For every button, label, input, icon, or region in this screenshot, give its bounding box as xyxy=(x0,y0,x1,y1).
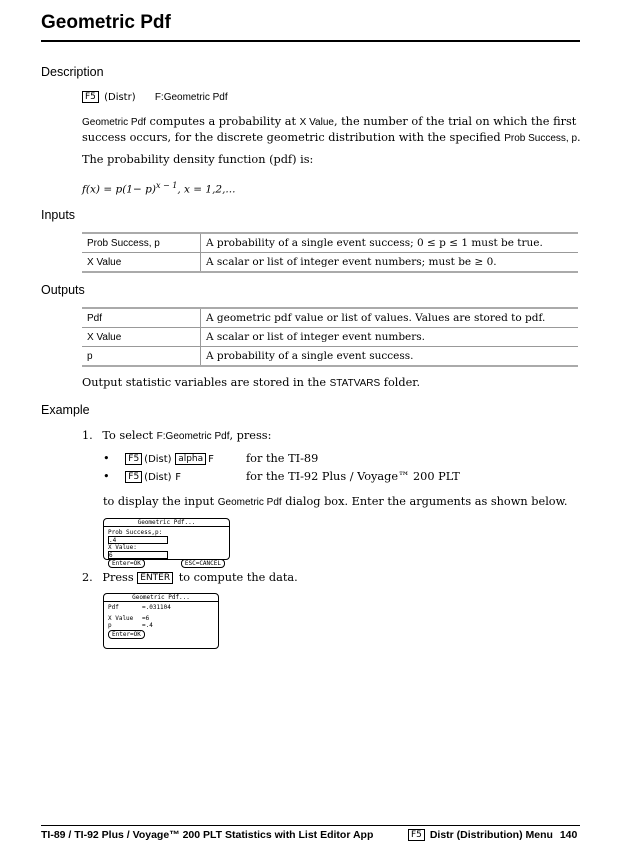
kw-statvars: STATVARS xyxy=(329,378,381,389)
f-key-text: F xyxy=(208,454,214,465)
result-value: =6 xyxy=(142,615,150,622)
footer-menu-name: Distr (Distribution) Menu xyxy=(429,829,553,841)
pdf-formula xyxy=(82,178,235,198)
f5-key: F5 xyxy=(125,453,142,465)
table-row xyxy=(82,233,578,253)
desc-text-c: . xyxy=(577,131,581,144)
step-number: 1. xyxy=(82,429,93,442)
section-example-heading: Example xyxy=(41,403,90,417)
kw-prob-success: Prob Success, p xyxy=(504,133,578,144)
enter-ok-button[interactable]: Enter=OK xyxy=(108,630,145,639)
menu-item: F:Geometric Pdf xyxy=(154,92,228,103)
step-1 xyxy=(82,428,271,444)
output-desc: A scalar or list of integer event numbers. xyxy=(201,328,579,347)
result-value: =.031104 xyxy=(142,604,171,611)
output-name: X Value xyxy=(82,328,201,347)
section-description-heading: Description xyxy=(41,65,104,79)
dialog-row-prob xyxy=(104,527,229,544)
kw-dialog-name: Geometric Pdf xyxy=(217,497,282,508)
output-desc: A probability of a single event success. xyxy=(201,347,579,367)
f5-key: F5 xyxy=(82,91,99,103)
prob-success-field[interactable] xyxy=(108,536,168,544)
bullet-ti92 xyxy=(103,470,181,483)
outputs-note-b: folder. xyxy=(380,376,421,389)
desc-text-a: computes a probability at xyxy=(145,115,300,128)
desc-text-b: , the number of the trial on which the first success occurs, for the discrete geometric distribution with the specified xyxy=(82,115,577,144)
table-row xyxy=(82,347,578,367)
dist-text: (Dist) xyxy=(144,454,172,465)
step2-text-a: Press xyxy=(102,571,134,584)
outputs-note-a: Output statistic variables are stored in the xyxy=(82,376,330,389)
input-desc: A scalar or list of integer event numbers; must be ≥ 0. xyxy=(201,253,579,273)
title-rule xyxy=(41,40,580,42)
result-title: Geometric Pdf... xyxy=(104,594,218,602)
input-name: X Value xyxy=(82,253,201,273)
display-text-a: to display the input xyxy=(103,495,218,508)
dist-text: (Dist) xyxy=(144,472,172,483)
table-row xyxy=(82,328,578,347)
calculator-dialog-screen xyxy=(103,518,230,567)
formula-exponent: x − 1 xyxy=(155,181,178,190)
menu-path xyxy=(82,90,228,105)
f-key-text: F xyxy=(175,472,181,483)
table-row xyxy=(82,253,578,273)
menu-path-distr: (Distr) xyxy=(104,92,136,103)
footer-left: TI-89 / TI-92 Plus / Voyage™ 200 PLT Statistics with List Editor App xyxy=(41,829,374,841)
dialog-label: Prob Success,p: xyxy=(108,529,163,536)
x-value-field[interactable] xyxy=(108,551,168,559)
result-row-x xyxy=(104,611,218,622)
footer-rule xyxy=(41,825,580,826)
output-name: Pdf xyxy=(82,308,201,328)
formula-tail: , x = 1,2,... xyxy=(177,183,236,196)
calculator-result-screen xyxy=(103,593,219,649)
section-outputs-heading: Outputs xyxy=(41,283,85,297)
inputs-table xyxy=(82,232,578,273)
bullet-ti89-target: for the TI-89 xyxy=(246,452,319,465)
bullet-dot: • xyxy=(103,452,110,465)
page-title: Geometric Pdf xyxy=(41,12,171,33)
bullet-dot: • xyxy=(103,470,110,483)
kw-geometric-pdf: Geometric Pdf xyxy=(82,117,146,128)
field-value: 6 xyxy=(109,552,113,559)
result-buttons xyxy=(104,629,218,640)
formula-main: f(x) = p(1− p) xyxy=(82,183,156,196)
output-name: p xyxy=(82,347,201,367)
dialog-title: Geometric Pdf... xyxy=(104,519,229,527)
step1-text-a: To select xyxy=(102,429,157,442)
footer-right xyxy=(408,829,577,841)
f5-key: F5 xyxy=(125,471,142,483)
enter-key: ENTER xyxy=(137,572,173,584)
display-instruction xyxy=(103,494,568,510)
result-label: p xyxy=(108,622,112,629)
input-desc: A probability of a single event success; 0 ≤ p ≤ 1 must be true. xyxy=(201,233,579,253)
result-value: =.4 xyxy=(142,622,153,629)
step2-text-b: to compute the data. xyxy=(178,571,298,584)
page-number: 140 xyxy=(559,829,578,841)
result-row-pdf xyxy=(104,602,218,611)
output-desc: A geometric pdf value or list of values. Values are stored to pdf. xyxy=(201,308,579,328)
outputs-table xyxy=(82,307,578,367)
bullet-ti92-target: for the TI-92 Plus / Voyage™ 200 PLT xyxy=(246,470,460,483)
enter-ok-button[interactable]: Enter=OK xyxy=(108,559,145,568)
bullet-ti89 xyxy=(103,452,214,465)
pdf-intro: The probability density function (pdf) is: xyxy=(82,153,314,166)
table-row xyxy=(82,308,578,328)
field-value: .4 xyxy=(109,537,117,544)
result-label: Pdf xyxy=(108,604,119,611)
step-number: 2. xyxy=(82,571,93,584)
f5-key: F5 xyxy=(408,829,425,841)
input-name: Prob Success, p xyxy=(82,233,201,253)
dialog-label: X Value: xyxy=(108,544,137,551)
section-inputs-heading: Inputs xyxy=(41,208,76,222)
dialog-buttons xyxy=(104,559,229,568)
alpha-key: alpha xyxy=(175,453,206,465)
description-paragraph xyxy=(82,114,582,146)
dialog-row-x xyxy=(104,544,229,559)
result-label: X Value xyxy=(108,615,134,622)
display-text-b: dialog box. Enter the arguments as shown below. xyxy=(281,495,568,508)
result-row-p xyxy=(104,622,218,629)
kw-menu-item: F:Geometric Pdf xyxy=(156,431,230,442)
step1-text-b: , press: xyxy=(229,429,272,442)
esc-cancel-button[interactable]: ESC=CANCEL xyxy=(181,559,225,568)
step-2 xyxy=(82,570,298,585)
outputs-note xyxy=(82,375,420,391)
kw-x-value: X Value xyxy=(299,117,334,128)
